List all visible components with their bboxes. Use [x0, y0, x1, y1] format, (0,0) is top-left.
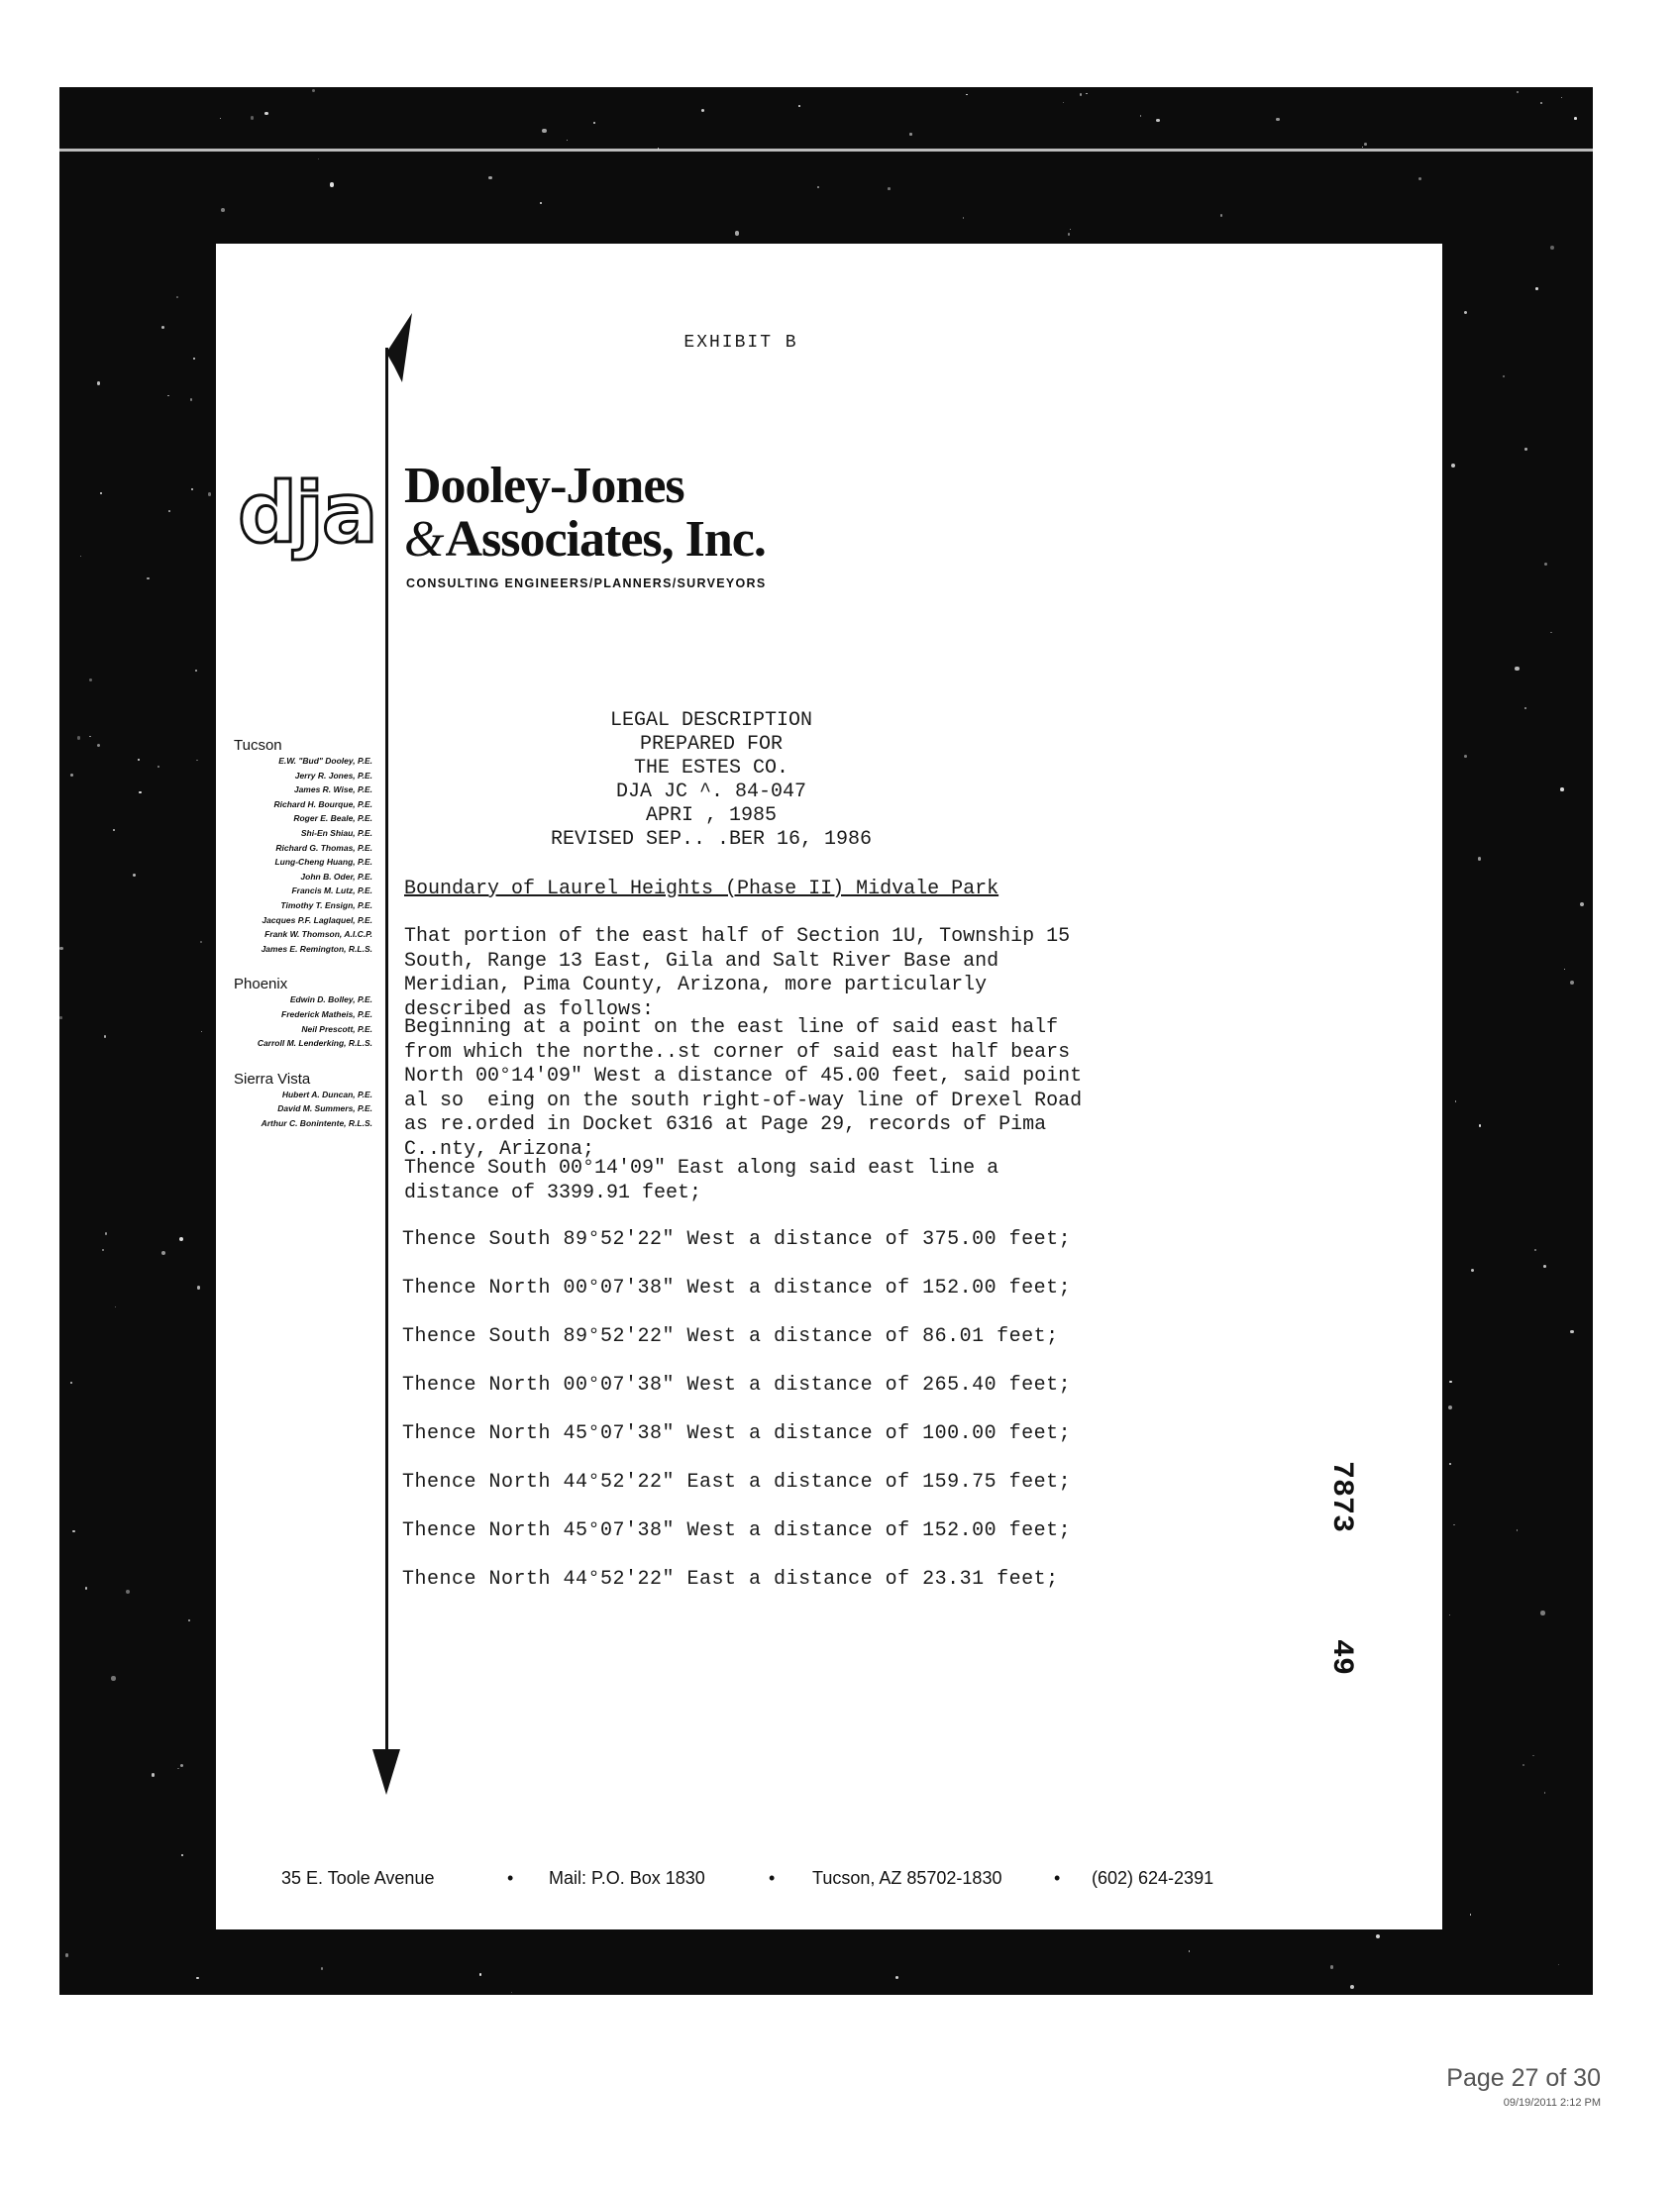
scan-speck — [1080, 93, 1083, 96]
scan-speck — [1364, 143, 1367, 146]
scan-speck — [113, 829, 115, 831]
scan-speck — [1455, 1100, 1457, 1102]
scan-speck — [1558, 1964, 1560, 1966]
scan-speck — [1470, 1914, 1471, 1915]
scan-speck — [1532, 1755, 1534, 1757]
scan-speck — [158, 766, 159, 768]
office-gap — [234, 1051, 372, 1065]
course-line: Thence South 89°52'22" West a distance of 375.00 feet; — [402, 1228, 1072, 1251]
scan-speck — [321, 1967, 324, 1970]
scan-speck — [1449, 1381, 1452, 1384]
staff-member: Neil Prescott, P.E. — [301, 1023, 372, 1034]
arrow-down-icon — [372, 1749, 400, 1795]
scan-speck — [85, 1587, 88, 1590]
scan-speck — [511, 1992, 512, 1993]
scan-speck — [190, 398, 193, 401]
scan-speck — [1570, 981, 1574, 985]
bullet: • — [507, 1868, 514, 1888]
scan-speck — [593, 122, 595, 124]
footer-city: Tucson, AZ 85702-1830 — [812, 1868, 1002, 1888]
scan-speck — [1479, 1124, 1482, 1127]
scan-speck — [221, 208, 225, 212]
description-paragraph: Beginning at a point on the east line of said east half from which the northe..st corner of said east half bears North 00°14'09" West a distance of 45.00 feet, said point al so eing on the south right-of-way line of Drexel Road as re.orded in Docket 6316 at Page 29, records of Pima C..nty, Arizona; — [404, 1016, 1083, 1161]
scan-speck — [65, 1953, 68, 1956]
scan-speck — [1448, 1406, 1452, 1409]
scan-speck — [1418, 177, 1421, 180]
scan-speck — [1560, 787, 1564, 791]
scan-speck — [1330, 1965, 1334, 1969]
scan-speck — [168, 510, 170, 512]
staff-member: Edwin D. Bolley, P.E. — [289, 994, 372, 1005]
course-line: Thence North 45°07'38" West a distance of 100.00 feet; — [402, 1422, 1072, 1445]
letterhead-sheet — [216, 244, 1442, 1929]
scan-speck — [1068, 233, 1071, 236]
scan-artifact-line — [59, 149, 1593, 152]
staff-member: Richard G. Thomas, P.E. — [275, 842, 372, 853]
course-line: Thence South 89°52'22" West a distance of 86.01 feet; — [402, 1325, 1059, 1348]
scan-speck — [330, 182, 334, 186]
scan-speck — [180, 1764, 183, 1767]
scan-speck — [138, 759, 140, 761]
scan-speck — [798, 105, 800, 107]
staff-member: Richard H. Bourque, P.E. — [273, 798, 372, 809]
scan-speck — [895, 1976, 898, 1979]
page-info — [1446, 2064, 1601, 2109]
scan-speck — [105, 1232, 108, 1235]
scan-speck — [1189, 1950, 1191, 1952]
logo-mark: dja — [238, 465, 376, 562]
company-name-associates: Associates, Inc. — [445, 511, 766, 568]
office-name: Phoenix — [234, 976, 288, 993]
scan-speck — [1524, 707, 1527, 710]
scan-speck — [1543, 1265, 1546, 1268]
scan-speck — [264, 112, 268, 116]
scan-speck — [1276, 118, 1280, 122]
company-name — [404, 460, 766, 567]
scan-speck — [1451, 464, 1455, 468]
scan-speck — [201, 1031, 202, 1032]
scan-speck — [1453, 1524, 1455, 1526]
scan-speck — [97, 744, 100, 747]
scan-speck — [1535, 287, 1538, 290]
scan-speck — [70, 1382, 72, 1384]
scan-speck — [1561, 97, 1562, 98]
flag-logo-icon — [365, 313, 424, 471]
staff-member: Timothy T. Ensign, P.E. — [280, 899, 372, 910]
footer-phone: (602) 624-2391 — [1092, 1868, 1214, 1888]
legal-header-line: DJA JC ^. 84-047 — [615, 781, 807, 803]
legal-header-line: APRI , 1985 — [645, 804, 778, 827]
ampersand: & — [404, 511, 444, 568]
legal-header-line: THE ESTES CO. — [633, 757, 789, 780]
staff-member: Lung-Cheng Huang, P.E. — [274, 857, 372, 868]
staff-list — [234, 731, 372, 1130]
staff-member: Shi-En Shiau, P.E. — [300, 827, 372, 838]
scan-speck — [1570, 1330, 1573, 1333]
staff-member: Hubert A. Duncan, P.E. — [281, 1089, 372, 1099]
scan-speck — [176, 296, 178, 298]
scan-speck — [1156, 119, 1160, 123]
footer-address: 35 E. Toole Avenue — [281, 1868, 435, 1888]
staff-member: Frederick Matheis, P.E. — [281, 1008, 372, 1019]
scan-speck — [208, 492, 212, 496]
scanned-page-frame — [59, 87, 1593, 1995]
docket-page-number: 49 — [1324, 1638, 1359, 1676]
scan-speck — [80, 556, 81, 557]
scan-speck — [181, 1854, 183, 1856]
scan-speck — [115, 1306, 116, 1307]
scan-speck — [1540, 102, 1542, 104]
description-paragraph: That portion of the east half of Section 1U, Township 15 South, Range 13 East, Gila and Salt River Base and Meridian, Pima County, Arizona, more particularly described as follows: — [404, 925, 1071, 1021]
scan-speck — [1550, 246, 1554, 250]
scan-speck — [1464, 311, 1467, 314]
scan-speck — [251, 116, 255, 120]
legal-header-line: PREPARED FOR — [639, 733, 784, 756]
scan-speck — [220, 118, 222, 120]
staff-member: John B. Oder, P.E. — [300, 871, 372, 882]
scan-speck — [488, 176, 492, 180]
scan-speck — [479, 1973, 482, 1976]
scan-speck — [1524, 448, 1526, 450]
scan-speck — [540, 202, 542, 204]
bullet: • — [769, 1868, 776, 1888]
course-line: Thence North 00°07'38" West a distance of 265.40 feet; — [402, 1374, 1072, 1397]
scan-speck — [1522, 1764, 1525, 1767]
legal-header-line: REVISED SEP.. .BER 16, 1986 — [550, 828, 873, 851]
scan-speck — [701, 109, 704, 112]
dja-logo — [238, 465, 376, 562]
scan-speck — [318, 158, 319, 159]
scan-speck — [97, 381, 100, 384]
scan-speck — [1449, 1463, 1451, 1465]
company-name-line2 — [404, 513, 766, 567]
scan-speck — [126, 1590, 130, 1594]
scan-speck — [542, 129, 546, 133]
scan-speck — [1503, 375, 1505, 377]
scan-speck — [1517, 1529, 1518, 1530]
scan-speck — [1086, 93, 1088, 95]
vertical-rule — [385, 348, 388, 1754]
scan-speck — [100, 492, 102, 494]
scan-speck — [1515, 667, 1519, 671]
scan-speck — [133, 874, 136, 877]
office-name: Sierra Vista — [234, 1070, 311, 1088]
scan-speck — [1464, 755, 1467, 758]
scan-speck — [102, 1249, 103, 1250]
scan-speck — [1517, 91, 1519, 93]
course-line: Thence North 45°07'38" West a distance of 152.00 feet; — [402, 1519, 1072, 1542]
scan-speck — [191, 488, 192, 489]
scan-speck — [167, 395, 168, 396]
scan-speck — [89, 736, 91, 738]
docket-number: 7873 — [1324, 1460, 1359, 1533]
scan-speck — [59, 947, 63, 951]
scan-speck — [111, 1676, 115, 1680]
scan-speck — [1362, 147, 1363, 148]
scan-speck — [1574, 117, 1577, 120]
staff-member: Francis M. Lutz, P.E. — [291, 885, 372, 896]
staff-member: Arthur C. Bonintente, R.L.S. — [261, 1117, 372, 1128]
scan-speck — [1350, 1985, 1354, 1989]
scan-speck — [77, 736, 80, 739]
scan-speck — [963, 217, 965, 219]
staff-member: Frank W. Thomson, A.I.C.P. — [264, 929, 372, 940]
staff-member: James E. Remington, R.L.S. — [261, 943, 372, 954]
scan-speck — [72, 1530, 75, 1533]
scan-speck — [147, 577, 150, 580]
scan-speck — [1220, 214, 1222, 216]
scan-speck — [1564, 969, 1565, 970]
scan-speck — [89, 678, 92, 681]
course-line: Thence North 44°52'22" East a distance of 159.75 feet; — [402, 1471, 1072, 1494]
legal-description-header — [503, 709, 919, 852]
page-number: Page 27 of 30 — [1446, 2064, 1601, 2092]
scan-speck — [567, 140, 568, 141]
staff-member: David M. Summers, P.E. — [277, 1103, 372, 1114]
exhibit-label: EXHIBIT B — [683, 333, 798, 353]
scan-speck — [1544, 563, 1547, 566]
scan-speck — [196, 1977, 199, 1980]
timestamp: 09/19/2011 2:12 PM — [1503, 2097, 1601, 2109]
scan-speck — [200, 941, 202, 943]
scan-speck — [195, 670, 198, 673]
scan-speck — [177, 1768, 178, 1769]
company-name-line1: Dooley-Jones — [404, 458, 684, 514]
scan-speck — [1580, 902, 1584, 906]
scan-speck — [312, 89, 315, 92]
scan-speck — [193, 358, 195, 360]
staff-member: Jacques P.F. Laglaquel, P.E. — [262, 914, 372, 925]
scan-speck — [1478, 857, 1482, 861]
scan-speck — [1063, 102, 1064, 103]
scan-speck — [909, 133, 911, 135]
scan-speck — [139, 791, 142, 794]
course-line: Thence North 44°52'22" East a distance of 23.31 feet; — [402, 1568, 1059, 1591]
scan-speck — [179, 1237, 183, 1241]
boundary-title: Boundary of Laurel Heights (Phase II) Midvale Park — [404, 878, 999, 900]
scan-speck — [1449, 1614, 1450, 1615]
legal-header-line: LEGAL DESCRIPTION — [609, 709, 813, 732]
footer-mail: Mail: P.O. Box 1830 — [549, 1868, 705, 1888]
office-gap — [234, 956, 372, 970]
scan-speck — [1544, 1792, 1546, 1794]
scan-speck — [161, 1251, 165, 1255]
staff-member: Roger E. Beale, P.E. — [293, 813, 372, 824]
scan-speck — [735, 231, 739, 235]
description-paragraph: Thence South 00°14'09" East along said east line a distance of 3399.91 feet; — [404, 1157, 999, 1204]
staff-member: E.W. "Bud" Dooley, P.E. — [278, 756, 372, 766]
office-name: Tucson — [234, 737, 282, 754]
scan-speck — [817, 186, 819, 188]
scan-speck — [966, 94, 968, 96]
scan-speck — [1550, 632, 1551, 633]
scan-speck — [161, 326, 164, 329]
staff-member: Jerry R. Jones, P.E. — [294, 770, 372, 781]
scan-speck — [1471, 1269, 1475, 1273]
scan-speck — [197, 1286, 201, 1290]
scan-speck — [152, 1773, 155, 1776]
scan-speck — [104, 1035, 107, 1038]
scan-speck — [196, 760, 197, 761]
scan-speck — [1376, 1934, 1380, 1938]
staff-member: James R. Wise, P.E. — [293, 784, 372, 795]
scan-speck — [1140, 115, 1141, 116]
scan-speck — [1540, 1611, 1544, 1614]
bullet: • — [1054, 1868, 1061, 1888]
scan-speck — [888, 187, 891, 190]
scan-speck — [59, 1016, 62, 1019]
course-line: Thence North 00°07'38" West a distance of 152.00 feet; — [402, 1277, 1072, 1300]
scan-speck — [188, 1619, 190, 1621]
company-tagline: CONSULTING ENGINEERS/PLANNERS/SURVEYORS — [406, 576, 767, 590]
scan-speck — [70, 774, 73, 777]
staff-member: Carroll M. Lenderking, R.L.S. — [257, 1038, 372, 1049]
scan-speck — [1534, 1249, 1536, 1251]
scan-speck — [1070, 229, 1071, 230]
